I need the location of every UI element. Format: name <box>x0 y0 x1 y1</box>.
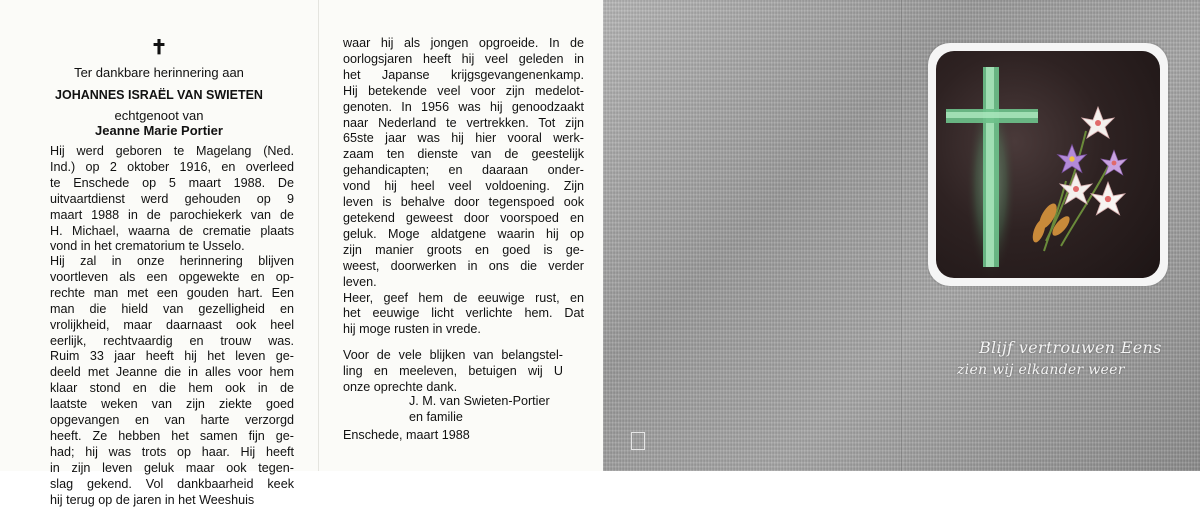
cross-and-lilies-illustration <box>936 51 1160 278</box>
text-line: gehandicapten; en daaraan onder- <box>343 163 584 178</box>
text-line: naar Nederland te vertrekken. Tot zijn <box>343 115 584 130</box>
text-line: vrolijkheid, maar daarnaast ook heel <box>50 317 294 332</box>
printer-logo <box>631 432 645 450</box>
text-line: eerlijk, rechtvaardig en trouw was. <box>50 333 294 348</box>
cross-icon <box>946 67 1038 267</box>
card-cover <box>603 0 1200 471</box>
signature <box>409 394 589 426</box>
text-line: vond hij heel veel voldoening. Zijn <box>343 179 584 194</box>
cover-picture-frame <box>928 43 1168 286</box>
spouse-name: Jeanne Marie Portier <box>95 123 223 138</box>
text-line: maart 1988 in de parochiekerk van de <box>50 207 294 222</box>
text-line: Ruim 33 jaar heeft hij het leven ge- <box>50 349 294 364</box>
text-line: het eeuwige licht verlichte hem. Dat <box>343 306 584 321</box>
thanks-paragraph <box>343 348 563 396</box>
text-line: Heer, geef hem de eeuwige rust, en <box>343 290 584 305</box>
text-line: Ind.) op 2 oktober 1916, en overleed <box>50 159 294 174</box>
text-line: genoten. In 1956 was hij genoodzaakt <box>343 99 584 114</box>
text-line: oorlogsjaren heeft hij veel geleden in <box>343 51 584 66</box>
text-line: vond in het crematorium te Usselo. <box>50 239 245 254</box>
text-line: voortleven als een opgewekte en op- <box>50 269 294 284</box>
fold-line <box>901 0 903 471</box>
text-line: klaar stond en die hem ook in de <box>50 381 294 396</box>
text-line: Hij betekende veel voor zijn medelot- <box>343 83 584 98</box>
text-line: het Japanse krijgsgevangenenkamp. <box>343 67 584 82</box>
text-line: laatste weken van zijn ziekte goed <box>50 397 294 412</box>
text-line: getekend geweest door voorspoed en <box>343 210 584 225</box>
text-line: hij terug op de jaren in het Weeshuis <box>50 492 255 507</box>
text-line: zijn manier groots en goed is ge- <box>343 242 584 257</box>
text-line: geluk. Moge aldatgene waarin hij op <box>343 226 584 241</box>
text-line: J. M. van Swieten-Portier <box>409 394 550 408</box>
text-line: leven is behalve door tegenspoed ook <box>343 195 584 210</box>
text-line: rechte man met een gouden hart. Een <box>50 285 294 300</box>
text-line: hij moge rusten in vrede. <box>343 322 481 337</box>
card-middle-page <box>318 0 603 471</box>
text-line: weest, doorwerken in ons die verder <box>343 258 584 273</box>
biography-paragraph-1 <box>50 144 294 255</box>
text-line: man die hield van gezelligheid en <box>50 301 294 316</box>
text-line: te Enschede op 5 maart 1988. De <box>50 175 294 190</box>
text-line: waar hij als jongen opgroeide. In de <box>343 36 584 50</box>
text-line: heeft. Ze hebben het samen fijn ge- <box>50 428 294 443</box>
card-left-page <box>0 0 318 507</box>
text-line: ling en meeleven, betuigen wij U <box>343 363 563 378</box>
text-line: uitvaartdienst werd gehouden op 9 <box>50 191 294 206</box>
text-line: Hij zal in onze herinnering blijven <box>50 254 294 268</box>
text-line: deeld met Jeanne die in alles voor hem <box>50 365 294 380</box>
lily-flowers-icon <box>1058 107 1127 215</box>
text-line: had; hij was trots op haar. Hij heeft <box>50 444 294 459</box>
cross-icon: ✝ <box>150 37 168 59</box>
text-line: Hij werd geboren te Magelang (Ned. <box>50 144 294 158</box>
cover-picture <box>936 51 1160 278</box>
text-line: opgevangen en van harte verzorgd <box>50 413 294 428</box>
text-line: 65ste jaar was hij hier vooral werk- <box>343 131 584 146</box>
text-line: H. Michael, waarna de crematie plaats <box>50 223 294 238</box>
text-line: slag gekend. Vol dankbaarheid keek <box>50 476 294 491</box>
deceased-name: JOHANNES ISRAËL VAN SWIETEN <box>55 88 263 102</box>
spouse-intro: echtgenoot van <box>114 108 204 123</box>
biography-paragraph-3 <box>343 36 584 338</box>
text-line: onze oprechte dank. <box>343 379 458 394</box>
text-line: en familie <box>409 409 463 424</box>
text-line: in zijn leven geluk maar ook tegen- <box>50 460 294 475</box>
place-date: Enschede, maart 1988 <box>343 428 470 442</box>
text-line: zaam ten dienste van de geestelijk <box>343 147 584 162</box>
intro-text: Ter dankbare herinnering aan <box>74 65 244 80</box>
text-line: Voor de vele blijken van belangstel- <box>343 348 563 362</box>
cover-verse-line-2: zien wij elkander weer <box>957 362 1125 378</box>
biography-paragraph-2 <box>50 254 294 509</box>
text-line: leven. <box>343 274 377 289</box>
cover-verse-line-1: Blijf vertrouwen Eens <box>979 338 1162 357</box>
